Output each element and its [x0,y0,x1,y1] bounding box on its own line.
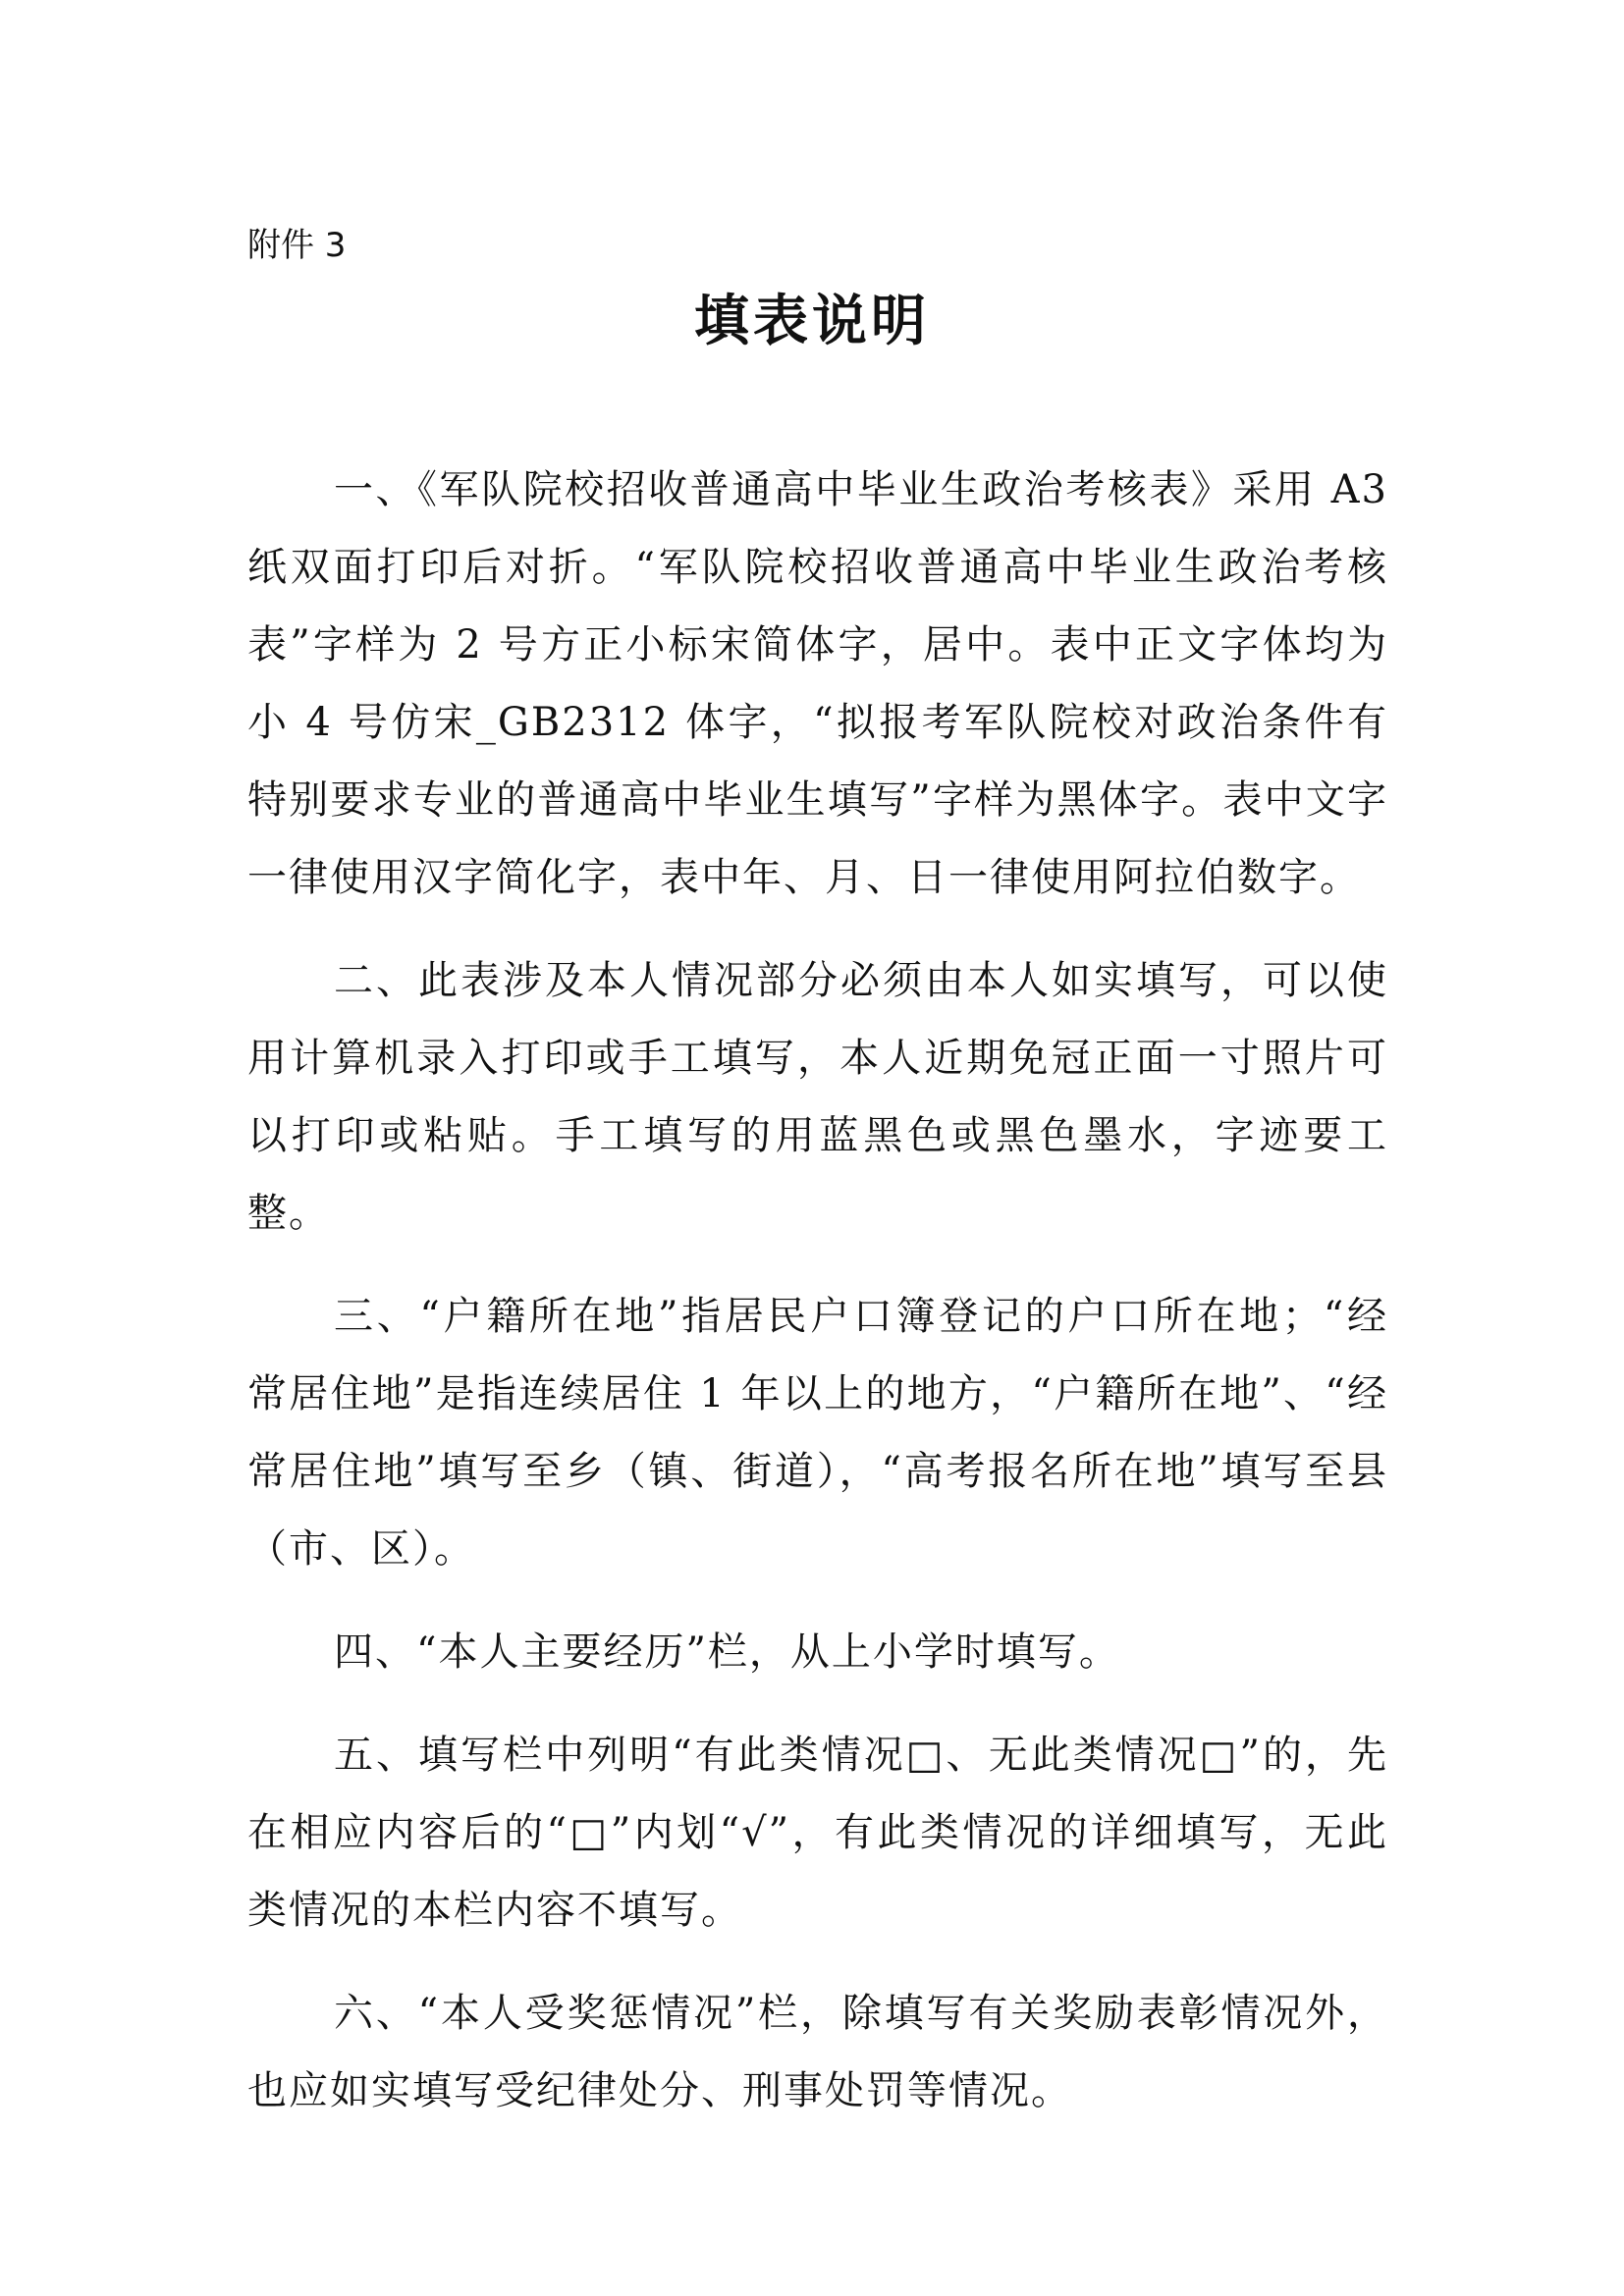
document-body [247,452,1388,2156]
paragraph-5: 五、填写栏中列明“有此类情况□、无此类情况□”的，先在相应内容后的“□”内划“√”，有此类情况的详细填写，无此类情况的本栏内容不填写。 [247,1733,1388,1933]
paragraph-2: 二、此表涉及本人情况部分必须由本人如实填写，可以使用计算机录入打印或手工填写，本人近期免冠正面一寸照片可以打印或粘贴。手工填写的用蓝黑色或黑色墨水，字迹要工整。 [247,958,1388,1236]
paragraph-1: 一、《军队院校招收普通高中毕业生政治考核表》采用 A3 纸双面打印后对折。“军队院校招收普通高中毕业生政治考核表”字样为 2 号方正小标宋简体字，居中。表中正文字体均为小 4 号仿宋_GB2312 体字，“拟报考军队院校对政治条件有特别要求专业的普通高中毕业生填写”字样为黑体字。表中文字一律使用汉字简化字，表中年、月、日一律使用阿拉伯数字。 [247,467,1388,900]
paragraph-6: 六、“本人受奖惩情况”栏，除填写有关奖励表彰情况外，也应如实填写受纪律处分、刑事处罚等情况。 [247,1991,1388,2113]
paragraph-3: 三、“户籍所在地”指居民户口簿登记的户口所在地；“经常居住地”是指连续居住 1 年以上的地方，“户籍所在地”、“经常居住地”填写至乡（镇、街道），“高考报名所在地”填写至县（市、区）。 [247,1294,1388,1572]
paragraph-4: 四、“本人主要经历”栏，从上小学时填写。 [334,1629,1120,1675]
attachment-label: 附件 3 [247,226,347,265]
document-title: 填表说明 [694,290,930,353]
